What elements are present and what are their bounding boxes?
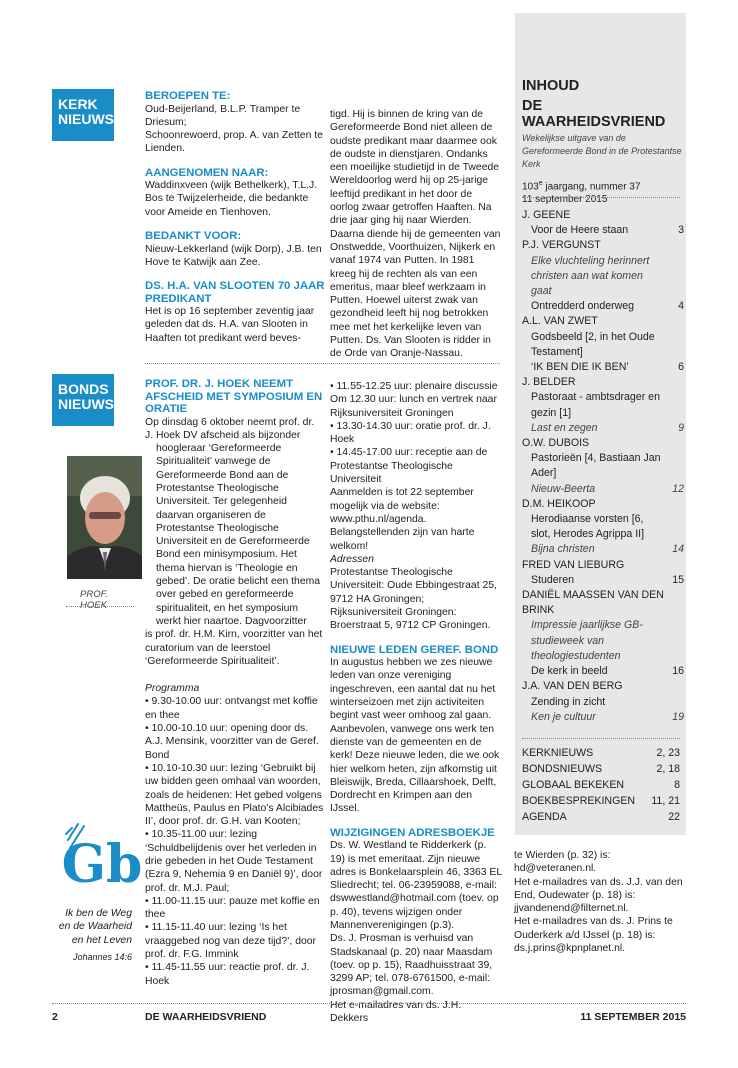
toc-author: O.W. DUBOIS xyxy=(522,437,590,450)
toc-article[interactable] xyxy=(522,299,684,314)
section-pages: 8 xyxy=(674,779,680,791)
sections-list xyxy=(522,745,680,825)
gb-logo-text: Gb xyxy=(62,834,142,895)
toc-article-title: Voor de Heere staan xyxy=(531,224,629,237)
adressen-label: Adressen xyxy=(330,553,374,565)
beroepen-heading: BEROEPEN TE: xyxy=(145,90,231,102)
section-divider xyxy=(145,363,500,364)
footer-page-number: 2 xyxy=(52,1011,58,1023)
caption-divider xyxy=(66,606,134,607)
toc-article-title: Nieuw-Beerta xyxy=(531,482,596,495)
section-name: KERKNIEUWS xyxy=(522,747,594,759)
toc-article-title: Pastorieën [4, Bastiaan Jan Ader] xyxy=(531,452,661,480)
programma-1-1: • 10.00-10.10 uur: opening door ds. A.J. Mensink, voorzitter van de Geref. Bond xyxy=(145,723,319,761)
sidebar-divider-top xyxy=(522,197,680,198)
toc-author: J. GEENE xyxy=(522,209,571,221)
toc-article[interactable] xyxy=(522,512,684,542)
section-entry[interactable] xyxy=(522,793,680,809)
hoek-heading: PROF. DR. J. HOEK NEEMT AFSCHEID MET SYMPOSIUM EN ORATIE xyxy=(145,378,323,415)
section-entry[interactable] xyxy=(522,777,680,793)
bondsnieuws-badge xyxy=(52,374,114,426)
adresboekje-text-3: Het e-mailadres van ds. J.H. Dekkers xyxy=(330,999,462,1025)
motto-line-2: en de Waarheid xyxy=(58,921,132,933)
toc-article[interactable] xyxy=(522,618,684,664)
section-pages: 11, 21 xyxy=(651,795,680,807)
toc-article-page: 16 xyxy=(672,665,684,678)
aangenomen-heading: AANGENOMEN NAAR: xyxy=(145,166,269,179)
toc-article-page: 4 xyxy=(678,300,684,313)
toc-article-page: 6 xyxy=(678,361,684,374)
toc-article[interactable] xyxy=(522,223,684,238)
leden-heading: NIEUWE LEDEN GEREF. BOND xyxy=(330,643,499,656)
section-name: GLOBAAL BEKEKEN xyxy=(522,779,625,791)
slooten-heading: DS. H.A. VAN SLOOTEN 70 JAAR PREDIKANT xyxy=(145,280,325,305)
toc-article-page: 12 xyxy=(672,482,684,495)
programma-1-2: • 10.10-10.30 uur: lezing ‘Gebruikt bij uw bidden geen omhaal van woorden, zoals de heidenen: Het gebed volgens Mattheüs, Paulus en Plato’s Alcibiades II’, door prof. dr. G.H. van Kooten; xyxy=(145,762,324,828)
toc-article[interactable] xyxy=(522,710,684,725)
toc-article[interactable] xyxy=(522,451,684,481)
toc-article-title: Last en zegen xyxy=(531,421,598,434)
bedankt-text: Nieuw-Lekkerland (wijk Dorp), J.B. ten Hove te Katwijk aan Zee. xyxy=(145,243,322,268)
table-of-contents xyxy=(522,208,684,725)
motto-reference: Johannes 14:6 xyxy=(72,951,132,962)
programma-2-3: • 14.45-17.00 uur: receptie aan de Protestantse Theologische Universiteit xyxy=(330,447,488,486)
jaargang xyxy=(522,177,684,193)
footer-divider xyxy=(52,1003,686,1004)
toc-author: J. BELDER xyxy=(522,376,576,389)
sidebar-divider-bottom xyxy=(522,738,680,739)
programma-1-5: • 11.15-11.40 uur: lezing ‘Is het vraaggebed nog van deze tijd?’, door prof. dr. F.G. Immink xyxy=(145,922,316,961)
toc-article-title: Godsbeeld [2, in het Oude Testament] xyxy=(531,330,655,358)
section-name: BONDSNIEUWS xyxy=(522,763,603,775)
toc-article-title: ‘IK BEN DIE IK BEN’ xyxy=(531,361,629,374)
section-entry[interactable] xyxy=(522,761,680,777)
footer-date: 11 SEPTEMBER 2015 xyxy=(580,1011,686,1023)
adres-1: Protestantse Theologische Universiteit: Oude Ebbingestraat 25, 9712 HA Groningen; xyxy=(330,567,497,605)
motto xyxy=(46,907,132,964)
toc-article-title: Impressie jaarlijkse GB-studieweek van theologiestudenten xyxy=(531,619,643,662)
beroepen-item-1: Oud-Beijerland, B.L.P. Tramper te Driesum; xyxy=(145,103,301,128)
programma-1-4: • 11.00-11.15 uur: pauze met koffie en thee xyxy=(145,895,320,921)
toc-author: A.L. VAN ZWET xyxy=(522,315,598,328)
toc-article-page: 19 xyxy=(672,710,684,723)
toc-article[interactable] xyxy=(522,573,684,588)
programma-1-6: • 11.45-11.55 uur: reactie prof. dr. J. Hoek xyxy=(145,962,310,987)
toc-article-title: Ontredderd onderweg xyxy=(531,300,635,313)
section-pages: 2, 18 xyxy=(656,763,680,775)
hoek-text-3: is prof. dr. H.M. Kirn, voorzitter van het curatorium van de leerstoel ‘Gereformeerde Spiritualiteit’. xyxy=(145,629,323,667)
hoek-text-2: hoogleraar ‘Gereformeerde Spiritualiteit’ vanwege de Gereformeerde Bond aan de Protestantse Theologische Universiteit. Ter gelegenheid daarvan organiseren de Protestantse Theologische Universiteit en de Gereformeerde Bond een minisymposium. Het thema hiervan is ‘Theologie en gebed’. De oratie belicht een thema over gebed en gereformeerde spiritualiteit, en het symposium werkt hier naartoe. Dagvoorzitter xyxy=(156,443,321,627)
inhoud-title: INHOUD xyxy=(522,78,580,94)
toc-article-title: De kerk in beeld xyxy=(531,665,608,678)
aanmelden-text: Aanmelden is tot 22 september mogelijk via de website: www.pthu.nl/agenda. Belangstellenden zijn van harte welkom! xyxy=(330,487,475,552)
kerknieuws-badge-line2: NIEUWS xyxy=(58,110,114,127)
gb-logo xyxy=(62,818,142,898)
magazine-title: DE WAARHEIDSVRIEND xyxy=(522,98,666,130)
motto-line-3: en het Leven xyxy=(71,934,132,946)
motto-line-1: Ik ben de Weg xyxy=(65,908,132,919)
slooten-text-part2: tigd. Hij is binnen de kring van de Gereformeerde Bond niet alleen de oudste predikant maar daarmee ook de oudste in dienstjaren. Ondanks een moeilijke studietijd in de Tweede Wereldoorlog werd hij op 25-jarige leeftijd predikant in het door de oorlog zwaar getroffen Haaften. Na drie jaar ging hij naar Wierden. Daarna diende hij de gemeenten van Onstwedde, Voorthuizen, Nijkerk en vanaf 1974 van Putten. In 1981 kreeg hij de rechten als van een emeritus, maar bleef werkzaam in Putten. Hoewel uiterst zwak van gezondheid leeft hij nog betrokken mee met het kerkelijke leven van Putten. Ds. Van Slooten is ridder in de Orde van Oranje-Nassau. xyxy=(330,109,501,360)
toc-article-title: Elke vluchteling herinnert christen aan wat komen gaat xyxy=(531,254,650,298)
adresboekje-text-1: Ds. W. Westland te Ridderkerk (p. 19) is met emeritaat. Zijn nieuwe adres is Bonkelaarsplein 46, 3363 EL Sliedrecht; tel. 06-23959088, e-mail: dswwestland@hotmail.com (toev. op p. 40), tevens wijzigen onder Mannenverenigingen (p.3). xyxy=(330,840,502,931)
bondsnieuws-badge-line1: BONDS xyxy=(58,381,109,397)
adres-cont-3: Het e-mailadres van ds. J. Prins te Ouderkerk a/d IJssel (p. 18) is: ds.j.prins@kpnplanet.nl. xyxy=(514,916,673,955)
toc-article[interactable] xyxy=(522,664,684,679)
beroepen-item-2: Schoonrewoerd, prop. A. van Zetten te Lienden. xyxy=(145,130,323,155)
programma-1-3: • 10.35-11.00 uur: lezing ‘Schuldbelijdenis over het verleden in drie gebeden in het Oude Testament (Ezra 9, Nehemia 9 en Daniël 9)’, door prof. dr. M.J. Paul; xyxy=(145,829,323,894)
toc-article-title: Pastoraat - ambtsdrager en gezin [1] xyxy=(531,391,660,419)
toc-article-page: 9 xyxy=(678,421,684,434)
programma-2-1: Om 12.30 uur: lunch en vertrek naar Rijksuniversiteit Groningen xyxy=(330,394,497,419)
adres-cont-1: te Wierden (p. 32) is: hd@veteranen.nl. xyxy=(514,850,611,875)
footer-magazine: DE WAARHEIDSVRIEND xyxy=(145,1011,267,1023)
toc-article-title: Zending in zicht xyxy=(531,695,606,708)
toc-article[interactable] xyxy=(522,330,684,360)
leden-text: In augustus hebben we zes nieuwe leden van onze vereniging ingeschreven, een aantal dat nu het winterseizoen met zijn activiteiten begint vast weer omhoog zal gaan. Aanbevolen, vanwege ons werk ten dienste van de gemeenten en de kerk! Deze nieuwe leden, die we ook hier welkom heten, zijn afkomstig uit Bleiswijk, Breda, Cillaarshoek, Delft, Dordrecht en Krimpen aan den IJssel. xyxy=(330,657,500,815)
toc-article[interactable] xyxy=(522,254,684,300)
section-name: BOEKBESPREKINGEN xyxy=(522,795,636,807)
kerknieuws-badge-line1: KERK xyxy=(58,96,98,112)
toc-article[interactable] xyxy=(522,390,684,420)
programma-label: Programma xyxy=(145,683,200,695)
photo-caption: PROF. HOEK xyxy=(80,589,108,611)
toc-author: DANIËL MAASSEN VAN DEN BRINK xyxy=(522,589,664,617)
section-entry[interactable] xyxy=(522,809,680,825)
toc-article-page: 14 xyxy=(672,543,684,556)
toc-article-title: Bijna christen xyxy=(531,543,595,556)
jaargang-sup: e xyxy=(538,180,543,187)
aangenomen-text: Waddinxveen (wijk Bethelkerk), T.L.J. Bos te Twijzelerheide, die bedankte voor Ameide en Tienhoven. xyxy=(145,180,318,218)
kerknieuws-badge xyxy=(52,89,114,141)
toc-article-title: Studeren xyxy=(531,573,574,586)
bondsnieuws-column-2 xyxy=(330,380,502,1025)
adres-2: Rijksuniversiteit Groningen: Broerstraat 5, 9712 CP Groningen. xyxy=(330,607,491,632)
toc-article-page: 3 xyxy=(678,224,684,237)
section-pages: 2, 23 xyxy=(656,747,680,759)
bondsnieuws-badge-line2: NIEUWS xyxy=(58,395,114,412)
toc-article[interactable] xyxy=(522,360,684,375)
magazine-subtitle: Wekelijkse uitgave van de Gereformeerde Bond in de Protestantse Kerk xyxy=(522,133,682,169)
jaargang-number: 103 xyxy=(522,181,539,193)
toc-article-title: Herodiaanse vorsten [6, slot, Herodes Agrippa II] xyxy=(531,513,645,541)
programma-1-0: • 9.30-10.00 uur: ontvangst met koffie en thee xyxy=(145,696,318,721)
gb-logo-icon xyxy=(62,818,142,898)
section-entry[interactable] xyxy=(522,745,680,761)
toc-article[interactable] xyxy=(522,542,684,557)
toc-author: P.J. VERGUNST xyxy=(522,239,601,252)
kerknieuws-column-1 xyxy=(145,90,325,345)
portrait-image xyxy=(67,456,142,579)
adresboekje-heading: WIJZIGINGEN ADRESBOEKJE xyxy=(330,826,495,839)
bondsnieuws-column-1 xyxy=(145,378,325,988)
section-pages: 22 xyxy=(668,811,680,823)
toc-article-title: Ken je cultuur xyxy=(531,710,596,723)
toc-author: FRED VAN LIEBURG xyxy=(522,558,625,571)
adres-cont-2: Het e-mailadres van ds. J.J. van den End, Oudewater (p. 18) is: jjvandenend@filternet.nl. xyxy=(514,876,683,915)
section-name: AGENDA xyxy=(522,811,567,823)
toc-article-page: 15 xyxy=(672,573,684,586)
jaargang-rest: jaargang, nummer 37 xyxy=(542,181,641,193)
toc-author: J.A. VAN DEN BERG xyxy=(522,680,623,693)
hoek-text-1: Op dinsdag 6 oktober neemt prof. dr. J. Hoek DV afscheid als bijzonder xyxy=(145,416,315,441)
toc-author: D.M. HEIKOOP xyxy=(522,497,596,510)
bondsnieuws-column-3 xyxy=(514,849,694,955)
toc-article[interactable] xyxy=(522,421,684,436)
issue-date: 11 september 2015 xyxy=(522,194,608,206)
adresboekje-text-2: Ds. J. Prosman is verhuisd van Stadskanaal (p. 20) naar Maasdam (toev. op p. 15), Raadhuisstraat 39, 3299 AP; tel. 078-6761500, e-mail: jprosman@gmail.com. xyxy=(330,933,493,998)
kerknieuws-column-2 xyxy=(330,108,502,361)
toc-article[interactable] xyxy=(522,695,684,710)
programma-2-2: • 13.30-14.30 uur: oratie prof. dr. J. Hoek xyxy=(330,420,491,446)
toc-article[interactable] xyxy=(522,482,684,497)
slooten-text-part1: Het is op 16 september zeventig jaar geleden dat ds. H.A. van Slooten in Haaften tot predikant werd beves- xyxy=(145,306,315,344)
prof-hoek-photo xyxy=(67,456,142,579)
programma-2-0: • 11.55-12.25 uur: plenaire discussie xyxy=(330,381,498,392)
inhoud-header xyxy=(522,78,684,206)
bedankt-heading: BEDANKT VOOR: xyxy=(145,230,242,243)
